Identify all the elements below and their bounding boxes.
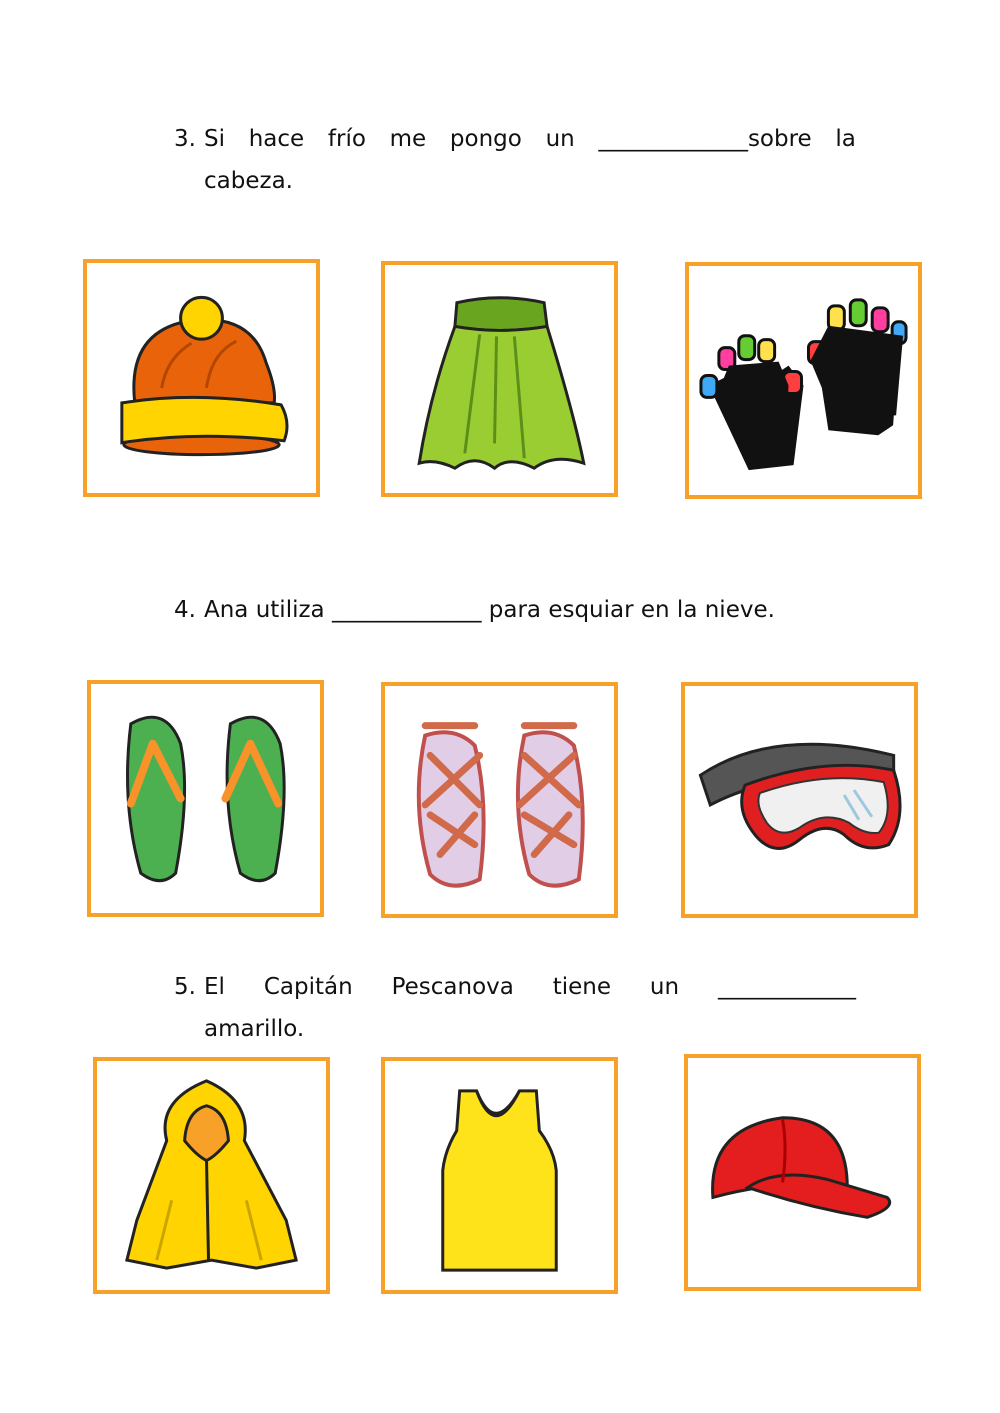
tank-top-icon	[385, 1061, 614, 1290]
raincoat-icon	[97, 1061, 326, 1290]
option-gloves[interactable]	[685, 262, 922, 499]
question-text-line-1: Ana utiliza _____________ para esquiar en la nieve.	[204, 597, 775, 623]
word: Capitán	[263, 974, 353, 1000]
question-5	[174, 966, 858, 1056]
option-raincoat[interactable]	[93, 1057, 330, 1294]
word: pongo	[449, 126, 522, 152]
option-winter-hat[interactable]	[83, 259, 320, 497]
question-text-line-2: amarillo.	[204, 1016, 305, 1042]
sandals-icon	[385, 686, 614, 914]
question-text-line-1	[204, 966, 856, 1008]
question-number: 5.	[174, 974, 196, 1000]
word: un	[649, 974, 680, 1000]
option-sandals[interactable]	[381, 682, 618, 918]
option-tank-top[interactable]	[381, 1057, 618, 1294]
word: la	[835, 126, 856, 152]
question-text-line-1	[204, 118, 856, 160]
question-text-line-2: cabeza.	[204, 168, 293, 194]
word: hace	[248, 126, 305, 152]
cap-icon	[688, 1058, 917, 1287]
option-skirt[interactable]	[381, 261, 618, 497]
option-flip-flops[interactable]	[87, 680, 324, 917]
word: un	[545, 126, 575, 152]
gloves-icon	[689, 266, 918, 495]
question-4	[174, 589, 874, 631]
word: tiene	[552, 974, 612, 1000]
word: Si	[204, 126, 225, 152]
option-cap[interactable]	[684, 1054, 921, 1291]
ski-goggles-icon	[685, 686, 914, 914]
winter-hat-icon	[87, 263, 316, 493]
answer-blank[interactable]: _____________sobre	[598, 126, 812, 152]
skirt-icon	[385, 265, 614, 493]
word: El	[204, 974, 225, 1000]
flip-flops-icon	[91, 684, 320, 913]
word: me	[389, 126, 427, 152]
word: frío	[327, 126, 366, 152]
question-number: 4.	[174, 597, 196, 623]
question-3	[174, 118, 858, 208]
word: Pescanova	[391, 974, 514, 1000]
question-number: 3.	[174, 126, 196, 152]
answer-blank[interactable]: ____________	[717, 974, 856, 1000]
option-ski-goggles[interactable]	[681, 682, 918, 918]
